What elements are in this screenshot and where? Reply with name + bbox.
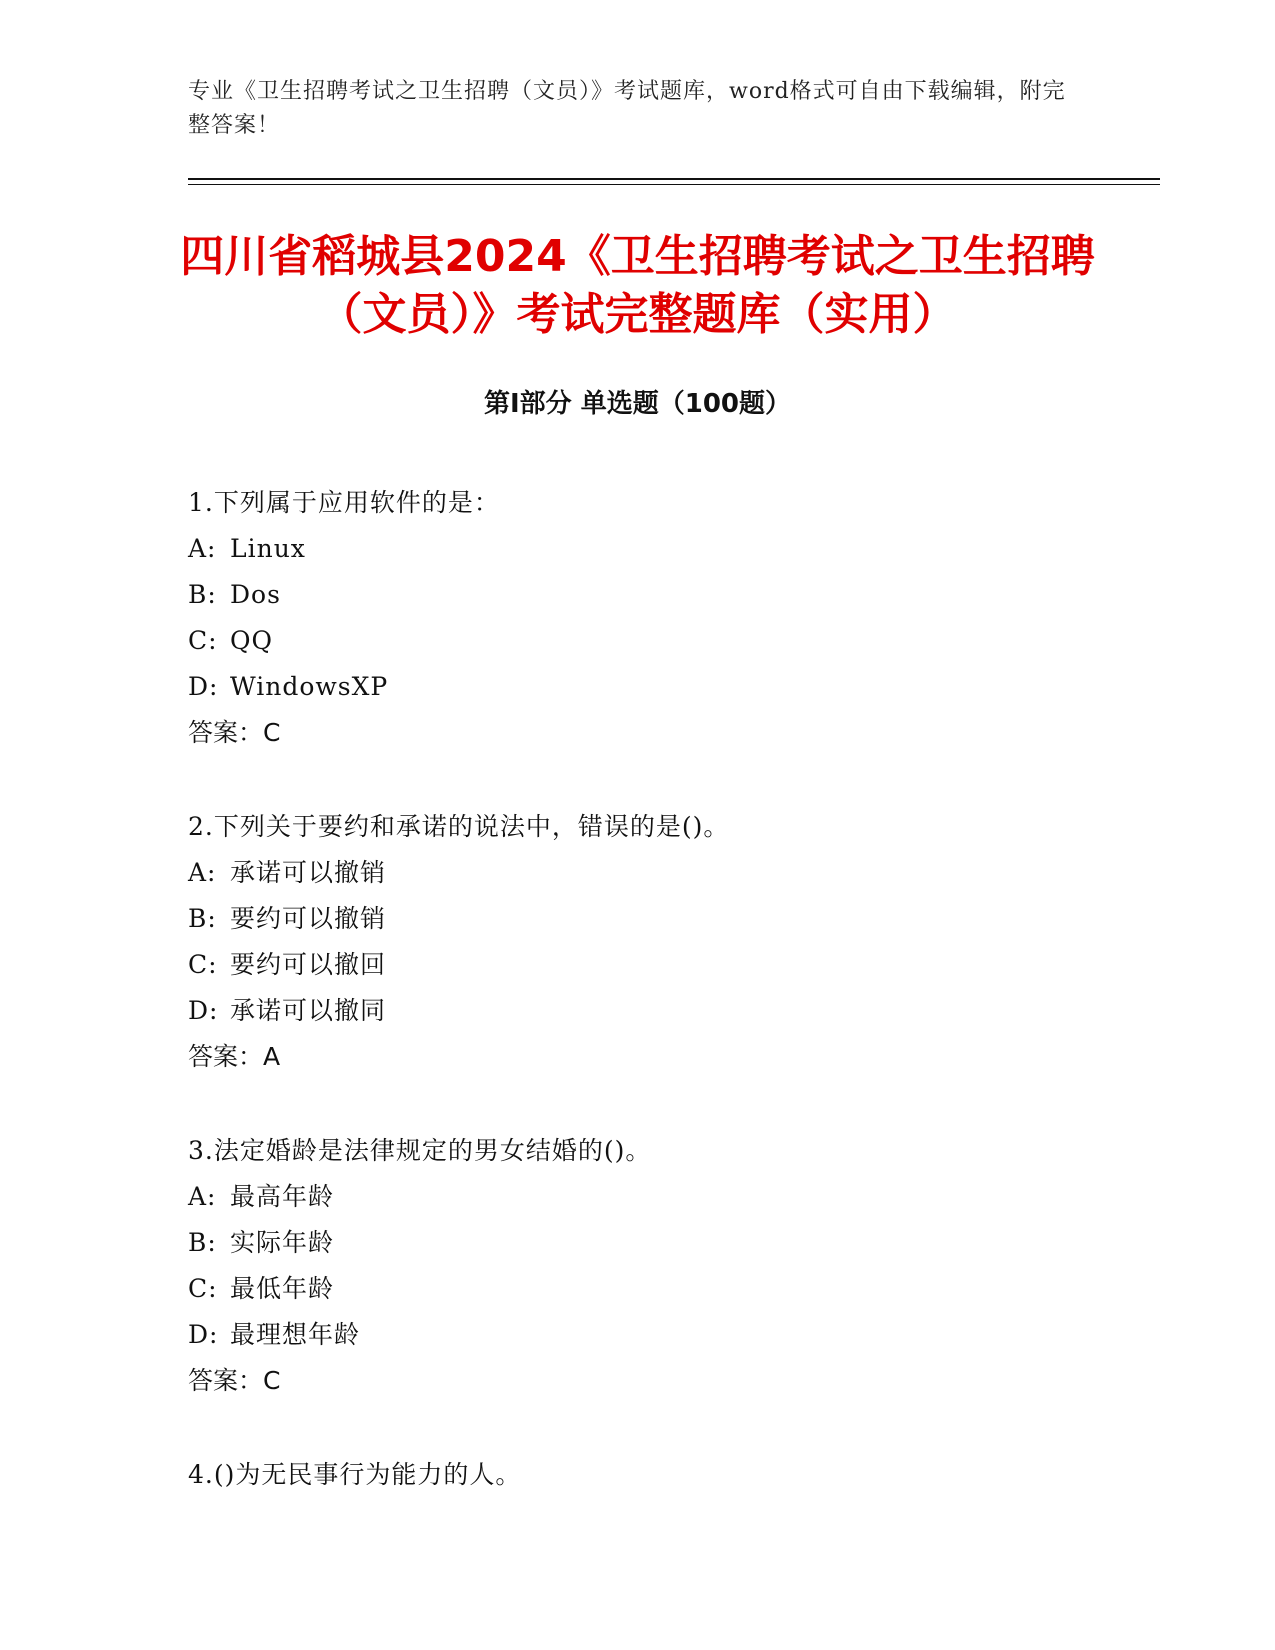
question-2 bbox=[188, 804, 1138, 1080]
answer-line bbox=[188, 1034, 1138, 1080]
answer-prefix: 答案： bbox=[188, 1366, 264, 1395]
option-text: 最低年龄 bbox=[230, 1274, 335, 1303]
question-stem: 3.法定婚龄是法律规定的男女结婚的()。 bbox=[188, 1136, 652, 1165]
option-b bbox=[188, 1220, 1138, 1266]
option-text: Dos bbox=[230, 580, 281, 609]
option-d bbox=[188, 988, 1138, 1034]
option-key: B: bbox=[188, 580, 217, 609]
option-text: 实际年龄 bbox=[230, 1228, 335, 1257]
option-key: C: bbox=[188, 1274, 218, 1303]
section-heading: 第Ⅰ部分 单选题（100题） bbox=[484, 389, 791, 419]
answer-value: C bbox=[263, 1366, 281, 1395]
question-4 bbox=[188, 1452, 1138, 1498]
option-text: Linux bbox=[230, 534, 306, 563]
option-c bbox=[188, 618, 1138, 664]
option-text: 最高年龄 bbox=[230, 1182, 335, 1211]
question-1 bbox=[188, 480, 1138, 756]
option-text: 最理想年龄 bbox=[230, 1320, 361, 1349]
question-3 bbox=[188, 1128, 1138, 1404]
option-key: D: bbox=[188, 996, 219, 1025]
option-c bbox=[188, 942, 1138, 988]
answer-value: C bbox=[263, 718, 281, 747]
answer-line bbox=[188, 1358, 1138, 1404]
question-stem: 2.下列关于要约和承诺的说法中，错误的是()。 bbox=[188, 812, 730, 841]
option-key: B: bbox=[188, 904, 217, 933]
option-a bbox=[188, 526, 1138, 572]
answer-value: A bbox=[263, 1042, 281, 1071]
document-title: 四川省稻城县2024《卫生招聘考试之卫生招聘（文员）》考试完整题库（实用） bbox=[180, 231, 1095, 340]
option-key: A: bbox=[188, 858, 217, 887]
option-key: D: bbox=[188, 672, 219, 701]
header-note: 专业《卫生招聘考试之卫生招聘（文员）》考试题库，word格式可自由下载编辑，附完整答案！ bbox=[188, 79, 1066, 138]
option-a bbox=[188, 850, 1138, 896]
option-key: A: bbox=[188, 1182, 217, 1211]
option-key: B: bbox=[188, 1228, 217, 1257]
option-b bbox=[188, 896, 1138, 942]
question-list bbox=[188, 480, 1138, 1546]
option-key: C: bbox=[188, 950, 218, 979]
header-divider-thin bbox=[188, 184, 1160, 185]
answer-prefix: 答案： bbox=[188, 1042, 264, 1071]
header-divider-thick bbox=[188, 178, 1160, 180]
option-d bbox=[188, 1312, 1138, 1358]
answer-prefix: 答案： bbox=[188, 718, 264, 747]
option-d bbox=[188, 664, 1138, 710]
option-text: 要约可以撤回 bbox=[230, 950, 387, 979]
option-c bbox=[188, 1266, 1138, 1312]
option-key: C: bbox=[188, 626, 218, 655]
option-text: 承诺可以撤销 bbox=[230, 858, 387, 887]
option-text: QQ bbox=[230, 626, 273, 655]
option-text: 要约可以撤销 bbox=[230, 904, 387, 933]
question-stem: 1.下列属于应用软件的是： bbox=[188, 488, 500, 517]
option-key: D: bbox=[188, 1320, 219, 1349]
answer-line bbox=[188, 710, 1138, 756]
option-a bbox=[188, 1174, 1138, 1220]
option-b bbox=[188, 572, 1138, 618]
option-key: A: bbox=[188, 534, 217, 563]
option-text: 承诺可以撤同 bbox=[230, 996, 387, 1025]
option-text: WindowsXP bbox=[230, 672, 389, 701]
question-stem: 4.()为无民事行为能力的人。 bbox=[188, 1460, 522, 1489]
